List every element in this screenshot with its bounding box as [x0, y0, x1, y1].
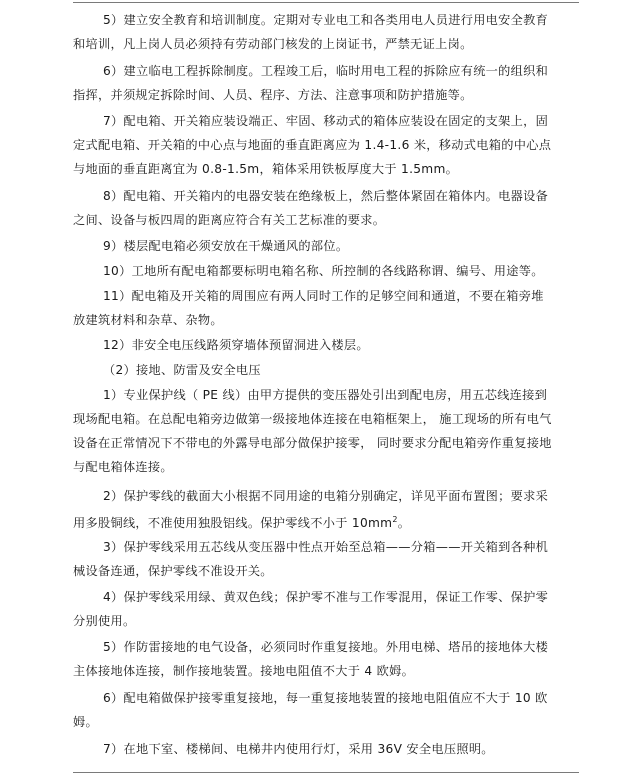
top-rule [73, 2, 579, 3]
section-heading [73, 358, 573, 382]
text-line: 3）保护零线采用五芯线从变压器中性点开始至总箱——分箱——开关箱到各种机 [103, 540, 549, 554]
text-line: 主体接地体连接，制作接地装置。接地电阻值不大于 4 欧姆。 [73, 664, 415, 678]
paragraph-11 [73, 284, 573, 332]
paragraph-ground-6 [73, 686, 573, 734]
paragraph-ground-5 [73, 635, 573, 683]
paragraph-ground-3 [73, 535, 573, 583]
paragraph-9 [73, 234, 573, 258]
text-line: 1）专业保护线（ PE 线）由甲方提供的变压器处引出到配电房，用五芯线连接到 [103, 388, 548, 402]
paragraph-ground-7 [73, 737, 573, 761]
paragraph-8 [73, 184, 573, 232]
paragraph-7 [73, 109, 573, 181]
text-line: 5）建立安全教育和培训制度。定期对专业电工和各类用电人员进行用电安全教育 [103, 13, 549, 27]
paragraph-6 [73, 59, 573, 107]
text-line: 设备在正常情况下不带电的外露导电部分做保护接零， 同时要求分配电箱旁作重复接地 [73, 436, 552, 450]
paragraph-ground-4 [73, 585, 573, 633]
text-line: 分别使用。 [73, 614, 136, 628]
text-line: 7）在地下室、楼梯间、电梯井内使用行灯，采用 36V 安全电压照明。 [103, 742, 494, 756]
text-line: 2）保护零线的截面大小根据不同用途的电箱分别确定，详见平面布置图；要求采 [103, 489, 549, 503]
text-segment: 用多股铜线，不准使用独股铝线。保护零线不小于 10mm [73, 516, 393, 531]
text-line: 7）配电箱、开关箱应装设端正、牢固、移动式的箱体应装设在固定的支架上，固 [103, 114, 549, 128]
paragraph-ground-1 [73, 383, 573, 479]
text-line: 6）配电箱做保护接零重复接地，每一重复接地装置的接地电阻值应不大于 10 欧 [103, 691, 548, 705]
paragraph-5 [73, 8, 573, 56]
text-line: 4）保护零线采用绿、黄双色线；保护零不准与工作零混用，保证工作零、保护零 [103, 590, 549, 604]
text-line: 之间、设备与板四周的距离应符合有关工艺标准的要求。 [73, 213, 386, 227]
text-line: 11）配电箱及开关箱的周围应有两人同时工作的足够空间和通道，不要在箱旁堆 [103, 289, 544, 303]
text-line: 指挥，并须规定拆除时间、人员、程序、方法、注意事项和防护措施等。 [73, 88, 473, 102]
text-line: 与配电箱体连接。 [73, 460, 173, 474]
text-line: （2）接地、防雷及安全电压 [103, 363, 261, 377]
text-line: 现场配电箱。在总配电箱旁边做第一级接地体连接在电箱框架上， 施工现场的所有电气 [73, 412, 552, 426]
text-line: 放建筑材料和杂草、杂物。 [73, 313, 223, 327]
text-line: 与地面的垂直距离宜为 0.8-1.5m，箱体采用铁板厚度大于 1.5mm。 [73, 162, 459, 176]
text-segment: 。 [397, 516, 411, 531]
text-line: 9）楼层配电箱必须安放在干燥通风的部位。 [103, 239, 349, 253]
paragraph-ground-2 [73, 484, 573, 532]
text-line: 械设备连通，保护零线不准设开关。 [73, 564, 273, 578]
text-line: 6）建立临电工程拆除制度。工程竣工后，临时用电工程的拆除应有统一的组织和 [103, 64, 549, 78]
text-line: 定式配电箱、开关箱的中心点与地面的垂直距离应为 1.4-1.6 米，移动式电箱的中心点 [73, 138, 552, 152]
bottom-rule [73, 772, 579, 773]
paragraph-12 [73, 333, 573, 357]
text-line: 8）配电箱、开关箱内的电器安装在绝缘板上，然后整体紧固在箱体内。电器设备 [103, 189, 549, 203]
superscript: 2 [392, 515, 398, 524]
text-line: 姆。 [73, 715, 98, 729]
text-line: 12）非安全电压线路须穿墙体预留洞进入楼层。 [103, 338, 369, 352]
text-line: 和培训，凡上岗人员必须持有劳动部门核发的上岗证书，严禁无证上岗。 [73, 37, 473, 51]
text-line: 10）工地所有配电箱都要标明电箱名称、所控制的各线路称谓、编号、用途等。 [103, 264, 544, 278]
text-line: 5）作防雷接地的电气设备，必须同时作重复接地。外用电梯、塔吊的接地体大楼 [103, 640, 549, 654]
text-line [73, 508, 573, 532]
paragraph-10 [73, 259, 573, 283]
